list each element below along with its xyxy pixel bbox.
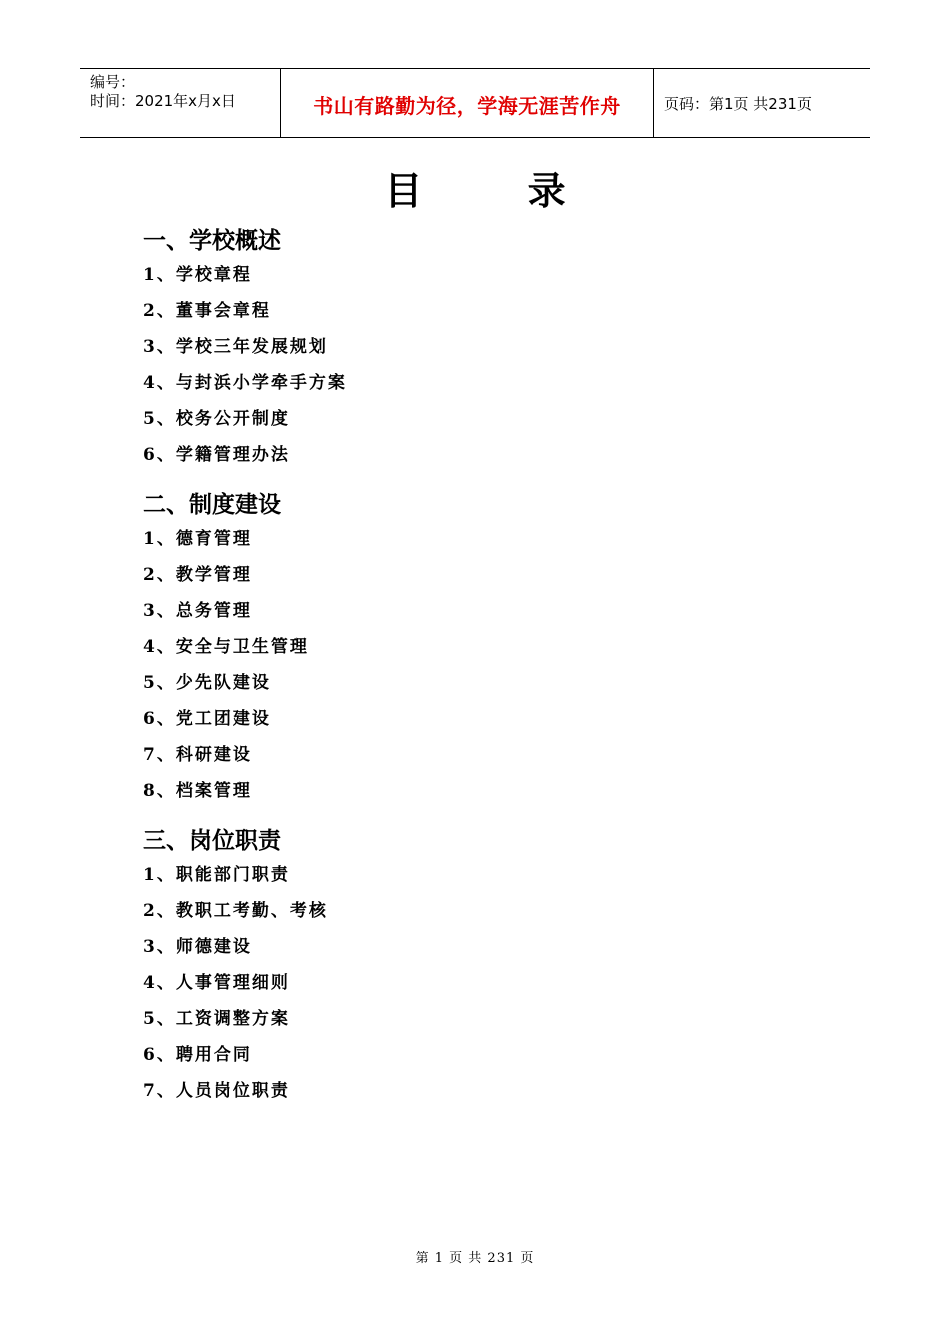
toc-item: 6、学籍管理办法	[143, 445, 290, 465]
number-label: 编号：	[90, 73, 136, 91]
page-info: 页码：第1页 共231页	[664, 94, 812, 113]
toc-item: 6、党工团建设	[143, 709, 271, 729]
toc-item: 2、教学管理	[143, 565, 252, 585]
header-page-info-cell	[654, 69, 870, 137]
header-meta	[80, 69, 281, 137]
page-header	[80, 68, 870, 138]
page-title: 目 录	[384, 168, 612, 213]
date-label: 时间：2021年x月x日	[90, 92, 236, 110]
toc-item: 5、少先队建设	[143, 673, 271, 693]
header-motto-cell	[281, 69, 654, 137]
toc-item: 2、教职工考勤、考核	[143, 901, 328, 921]
toc-item: 6、聘用合同	[143, 1045, 252, 1065]
section-heading: 一、学校概述	[143, 228, 281, 254]
toc-item: 3、总务管理	[143, 601, 252, 621]
toc-item: 5、校务公开制度	[143, 409, 290, 429]
toc-item: 5、工资调整方案	[143, 1009, 290, 1029]
toc-item: 1、学校章程	[143, 265, 252, 285]
toc-item: 4、与封浜小学牵手方案	[143, 373, 347, 393]
motto: 书山有路勤为径，学海无涯苦作舟	[313, 94, 621, 118]
section-heading: 三、岗位职责	[143, 828, 281, 854]
toc-item: 2、董事会章程	[143, 301, 271, 321]
toc-item: 1、德育管理	[143, 529, 252, 549]
toc-item: 1、职能部门职责	[143, 865, 290, 885]
toc-item: 3、学校三年发展规划	[143, 337, 328, 357]
toc-item: 7、科研建设	[143, 745, 252, 765]
toc-item: 4、安全与卫生管理	[143, 637, 309, 657]
toc-item: 4、人事管理细则	[143, 973, 290, 993]
toc-item: 3、师德建设	[143, 937, 252, 957]
toc-item: 7、人员岗位职责	[143, 1081, 290, 1101]
section-heading: 二、制度建设	[143, 492, 281, 518]
page-footer: 第 1 页 共 231 页	[415, 1251, 535, 1266]
toc-item: 8、档案管理	[143, 781, 252, 801]
